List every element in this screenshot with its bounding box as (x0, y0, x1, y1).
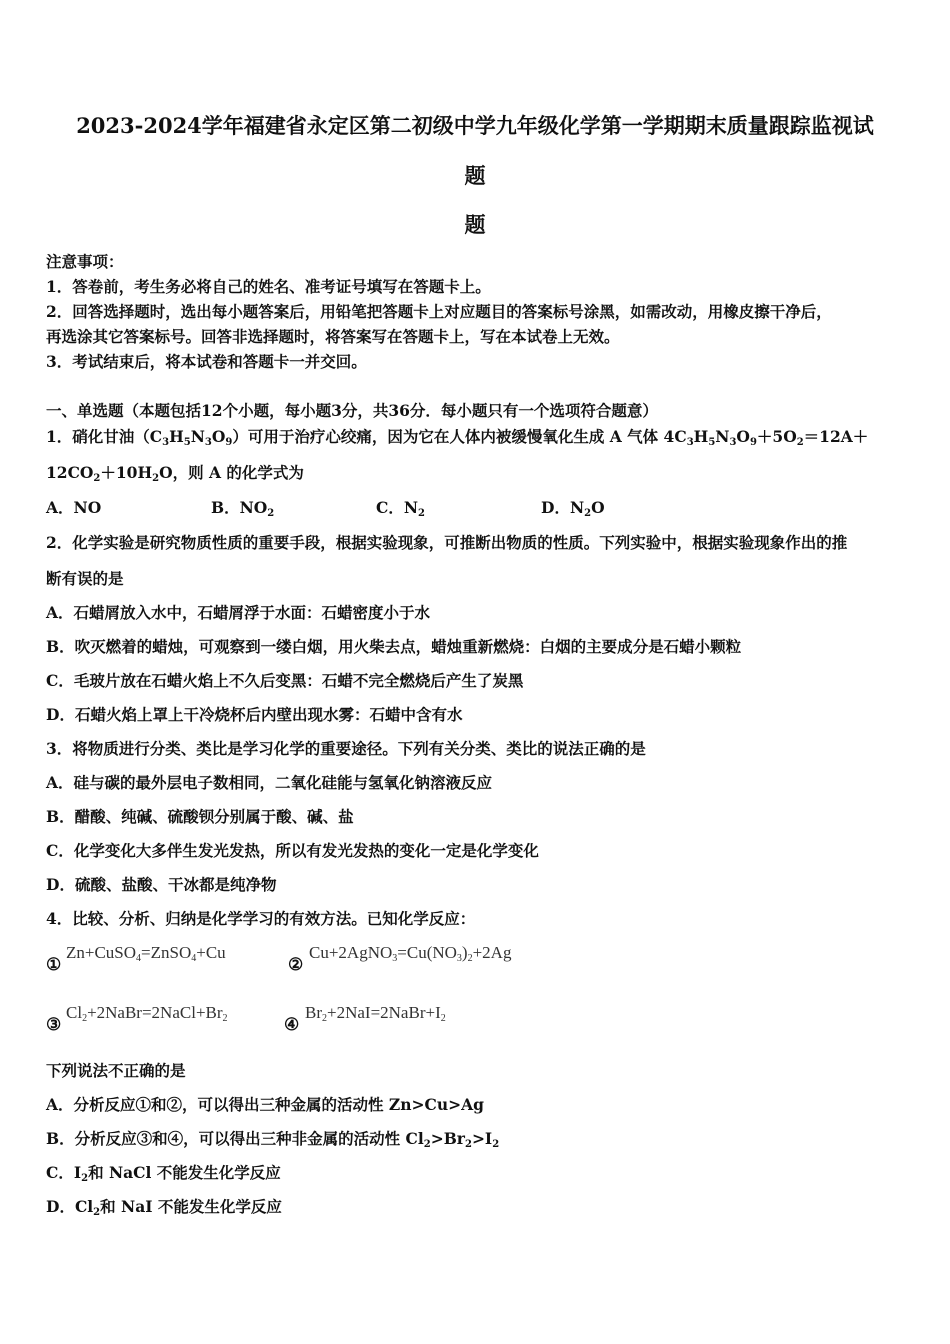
reaction-3-marker: ③ (46, 1015, 62, 1035)
q1-stem-cont: $12CO_2+10H_2O$，则 A 的化学式为 (46, 463, 304, 484)
q1-option-c[interactable]: C．$N_2$ (376, 498, 425, 519)
q4-stem: 4．比较、分析、归纳是化学学习的有效方法。已知化学反应： (46, 909, 476, 928)
notice-heading: 注意事项： (46, 252, 124, 271)
q2-stem: 2．化学实验是研究物质性质的重要手段，根据实验现象，可推断出物质的性质。下列实验中，根据实验现象作出的推 (46, 533, 848, 552)
q4-prompt: 下列说法不正确的是 (46, 1061, 186, 1080)
reaction-2-equation: $Cu+2AgNO_3=Cu(NO_3)_2+2Ag$ (309, 943, 512, 964)
notice-item-2-cont: 再选涂其它答案标号。回答非选择题时，将答案写在答题卡上，写在本试卷上无效。 (46, 327, 620, 346)
reaction-2-marker: ② (288, 955, 304, 975)
q3-option-b[interactable]: B．醋酸、纯碱、硫酸钡分别属于酸、碱、盐 (46, 807, 354, 826)
q2-option-d[interactable]: D．石蜡火焰上罩上干冷烧杯后内壁出现水雾：石蜡中含有水 (46, 705, 463, 724)
q1-stem: 1．硝化甘油$(C_3H_5N_3O_9)$可用于治疗心绞痛，因为它在人体内被缓慢氧化生成 A 气体 $4C_3H_5N_3O_9+5O_2=12A+$ (46, 427, 869, 448)
q3-option-d[interactable]: D．硫酸、盐酸、干冰都是纯净物 (46, 875, 277, 894)
q1-option-b[interactable]: B．$NO_2$ (211, 498, 275, 519)
reaction-1-equation: Zn+CuSO$_4$=ZnSO$_4$+Cu (66, 943, 226, 964)
q3-option-c[interactable]: C．化学变化大多伴生发光发热，所以有发光发热的变化一定是化学变化 (46, 841, 539, 860)
q2-option-c[interactable]: C．毛玻片放在石蜡火焰上不久后变黑：石蜡不完全燃烧后产生了炭黑 (46, 671, 524, 690)
page-title-cont-2: 题 (464, 212, 486, 237)
q3-option-a[interactable]: A．硅与碳的最外层电子数相同，二氧化硅能与氢氧化钠溶液反应 (46, 773, 493, 792)
q4-option-c[interactable]: C．$I_2$和 NaCl 不能发生化学反应 (46, 1163, 281, 1184)
q4-option-a[interactable]: A．分析反应①和②，可以得出三种金属的活动性 Zn>Cu>Ag (46, 1095, 484, 1114)
notice-item-1: 1．答卷前，考生务必将自己的姓名、准考证号填写在答题卡上。 (46, 277, 491, 296)
page-title: 2023-2024学年福建省永定区第二初级中学九年级化学第一学期期末质量跟踪监视试 (76, 113, 874, 138)
notice-item-2: 2．回答选择题时，选出每小题答案后，用铅笔把答题卡上对应题目的答案标号涂黑，如需改动，用橡皮擦干净后， (46, 302, 832, 321)
page-title-cont-1: 题 (464, 163, 486, 188)
q1-option-a[interactable]: A．NO (46, 498, 102, 517)
q2-option-a[interactable]: A．石蜡屑放入水中，石蜡屑浮于水面：石蜡密度小于水 (46, 603, 431, 622)
q2-stem-cont: 断有误的是 (46, 569, 124, 588)
reaction-4-equation: $Br_2+2NaI=2NaBr+I_2$ (305, 1003, 446, 1024)
q2-option-b[interactable]: B．吹灭燃着的蜡烛，可观察到一缕白烟，用火柴去点，蜡烛重新燃烧：白烟的主要成分是石蜡小颗粒 (46, 637, 742, 656)
q4-option-d[interactable]: D．$Cl_2$和 NaI 不能发生化学反应 (46, 1197, 282, 1218)
q3-stem: 3．将物质进行分类、类比是学习化学的重要途径。下列有关分类、类比的说法正确的是 (46, 739, 646, 758)
reaction-4-marker: ④ (284, 1015, 300, 1035)
section-heading: 一、单选题（本题包括12个小题，每小题3分，共36分．每小题只有一个选项符合题意） (46, 401, 658, 420)
reaction-3-equation: $Cl_2+2NaBr=2NaCl+Br_2$ (66, 1003, 228, 1024)
q4-option-b[interactable]: B．分析反应③和④，可以得出三种非金属的活动性 $Cl_2>Br_2>I_2$ (46, 1129, 500, 1150)
reaction-1-marker: ① (46, 955, 62, 975)
q1-option-d[interactable]: D．$N_2O$ (541, 498, 605, 519)
notice-item-3: 3．考试结束后，将本试卷和答题卡一并交回。 (46, 352, 367, 371)
